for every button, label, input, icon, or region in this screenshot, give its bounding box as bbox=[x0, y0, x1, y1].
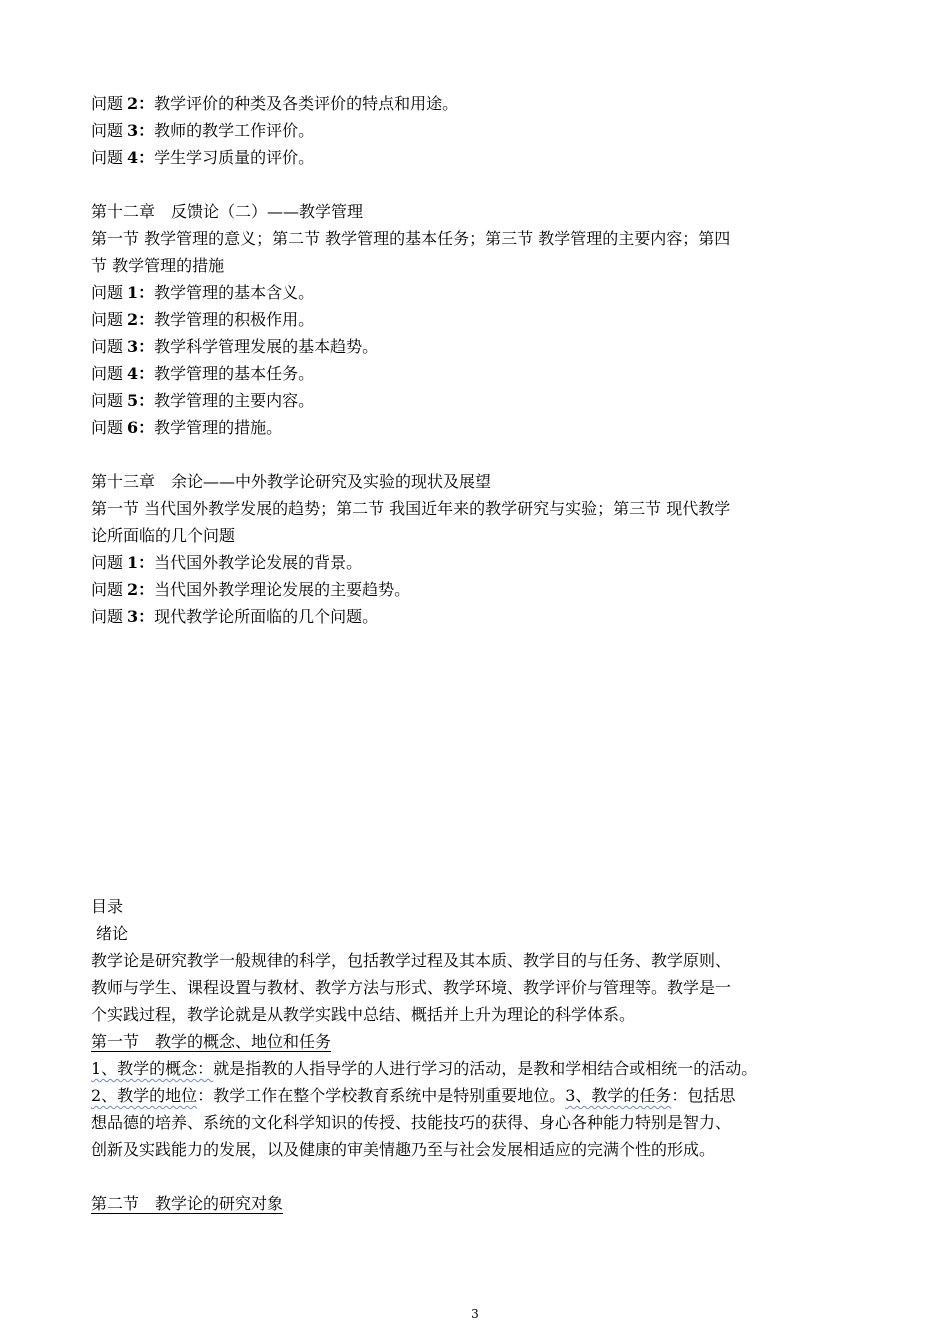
definition-line bbox=[91, 1082, 861, 1109]
question-separator: ： bbox=[138, 310, 155, 329]
intro-paragraph-line: 教学论是研究教学一般规律的科学，包括教学过程及其本质、教学目的与任务、教学原则、 bbox=[91, 951, 732, 970]
question-prefix: 问题 bbox=[91, 553, 124, 572]
question-number: 3 bbox=[127, 121, 139, 140]
question-item bbox=[91, 387, 861, 414]
question-number: 1 bbox=[127, 553, 139, 572]
intro-paragraph-line: 个实践过程，教学论就是从教学实践中总结、概括并上升为理论的科学体系。 bbox=[91, 1005, 636, 1024]
question-item bbox=[91, 90, 861, 117]
question-number: 4 bbox=[127, 148, 139, 167]
question-prefix: 问题 bbox=[91, 121, 124, 140]
question-separator: ： bbox=[138, 364, 155, 383]
question-text: 学生学习质量的评价。 bbox=[154, 148, 315, 167]
section-title: 第一节 教学的概念、地位和任务 bbox=[91, 1032, 332, 1051]
question-separator: ： bbox=[138, 121, 155, 140]
definition-text: ：教学工作在整个学校教育系统中是特别重要地位。 bbox=[197, 1086, 566, 1105]
section-list-line: 第一节 教学管理的意义；第二节 教学管理的基本任务；第三节 教学管理的主要内容；第四 bbox=[91, 229, 731, 248]
question-text: 教学管理的基本含义。 bbox=[154, 283, 315, 302]
question-item bbox=[91, 333, 861, 360]
question-prefix: 问题 bbox=[91, 94, 124, 113]
question-item bbox=[91, 306, 861, 333]
question-prefix: 问题 bbox=[91, 418, 124, 437]
question-number: 2 bbox=[127, 580, 139, 599]
question-number: 2 bbox=[127, 310, 139, 329]
section-title: 第二节 教学论的研究对象 bbox=[91, 1194, 284, 1213]
question-number: 6 bbox=[127, 418, 139, 437]
definition-text: 就是指教的人指导学的人进行学习的活动，是教和学相结合或相统一的活动。 bbox=[213, 1059, 758, 1078]
toc-heading: 目录 bbox=[91, 897, 124, 916]
question-item bbox=[91, 279, 861, 306]
question-number: 3 bbox=[127, 607, 139, 626]
question-text: 教学科学管理发展的基本趋势。 bbox=[154, 337, 379, 356]
definition-line: 创新及实践能力的发展，以及健康的审美情趣乃至与社会发展相适应的完满个性的形成。 bbox=[91, 1140, 716, 1159]
question-item bbox=[91, 603, 861, 630]
question-text: 教师的教学工作评价。 bbox=[154, 121, 315, 140]
section-heading bbox=[91, 1028, 861, 1055]
section-heading bbox=[91, 1190, 861, 1217]
definition-text: ：包括思 bbox=[671, 1086, 736, 1105]
question-number: 4 bbox=[127, 364, 139, 383]
intro-paragraph-line: 教师与学生、课程设置与教材、教学方法与形式、教学环境、教学评价与管理等。教学是一 bbox=[91, 978, 732, 997]
question-number: 3 bbox=[127, 337, 139, 356]
question-prefix: 问题 bbox=[91, 148, 124, 167]
question-list bbox=[91, 549, 861, 630]
question-separator: ： bbox=[138, 337, 155, 356]
question-prefix: 问题 bbox=[91, 337, 124, 356]
question-text: 当代国外教学理论发展的主要趋势。 bbox=[154, 580, 411, 599]
intro-title: 绪论 bbox=[96, 924, 129, 943]
question-separator: ： bbox=[138, 94, 155, 113]
question-separator: ： bbox=[138, 148, 155, 167]
question-separator: ： bbox=[138, 283, 155, 302]
question-separator: ： bbox=[138, 418, 155, 437]
question-text: 当代国外教学论发展的背景。 bbox=[154, 553, 363, 572]
question-text: 教学评价的种类及各类评价的特点和用途。 bbox=[154, 94, 459, 113]
question-separator: ： bbox=[138, 553, 155, 572]
question-item bbox=[91, 549, 861, 576]
question-number: 2 bbox=[127, 94, 139, 113]
question-text: 教学管理的基本任务。 bbox=[154, 364, 315, 383]
question-number: 5 bbox=[127, 391, 139, 410]
question-item bbox=[91, 576, 861, 603]
question-text: 教学管理的措施。 bbox=[154, 418, 283, 437]
question-number: 1 bbox=[127, 283, 139, 302]
question-list bbox=[91, 279, 861, 441]
question-separator: ： bbox=[138, 580, 155, 599]
page-number: 3 bbox=[471, 1307, 479, 1321]
question-text: 现代教学论所面临的几个问题。 bbox=[154, 607, 379, 626]
question-list bbox=[91, 90, 861, 171]
section-list-line: 论所面临的几个问题 bbox=[91, 526, 236, 545]
question-text: 教学管理的主要内容。 bbox=[154, 391, 315, 410]
question-item bbox=[91, 117, 861, 144]
question-prefix: 问题 bbox=[91, 607, 124, 626]
definition-line: 想品德的培养、系统的文化科学知识的传授、技能技巧的获得、身心各种能力特别是智力、 bbox=[91, 1113, 732, 1132]
blank-space bbox=[91, 630, 861, 893]
question-separator: ： bbox=[138, 607, 155, 626]
term-label: 2、教学的地位 bbox=[91, 1086, 198, 1105]
question-prefix: 问题 bbox=[91, 364, 124, 383]
section-list-line: 节 教学管理的措施 bbox=[91, 256, 225, 275]
section-list-line: 第一节 当代国外教学发展的趋势；第二节 我国近年来的教学研究与实验；第三节 现代教学 bbox=[91, 499, 731, 518]
question-separator: ： bbox=[138, 391, 155, 410]
chapter-title: 第十二章 反馈论（二）——教学管理 bbox=[91, 202, 364, 221]
question-item bbox=[91, 144, 861, 171]
term-label: 3、教学的任务 bbox=[565, 1086, 672, 1105]
term-label: 1、教学的概念： bbox=[91, 1059, 214, 1078]
definition-line bbox=[91, 1055, 861, 1082]
question-text: 教学管理的积极作用。 bbox=[154, 310, 315, 329]
question-prefix: 问题 bbox=[91, 310, 124, 329]
question-item bbox=[91, 360, 861, 387]
question-prefix: 问题 bbox=[91, 391, 124, 410]
question-prefix: 问题 bbox=[91, 580, 124, 599]
chapter-title: 第十三章 余论——中外教学论研究及实验的现状及展望 bbox=[91, 472, 492, 491]
document-page bbox=[91, 90, 861, 1217]
question-prefix: 问题 bbox=[91, 283, 124, 302]
question-item bbox=[91, 414, 861, 441]
